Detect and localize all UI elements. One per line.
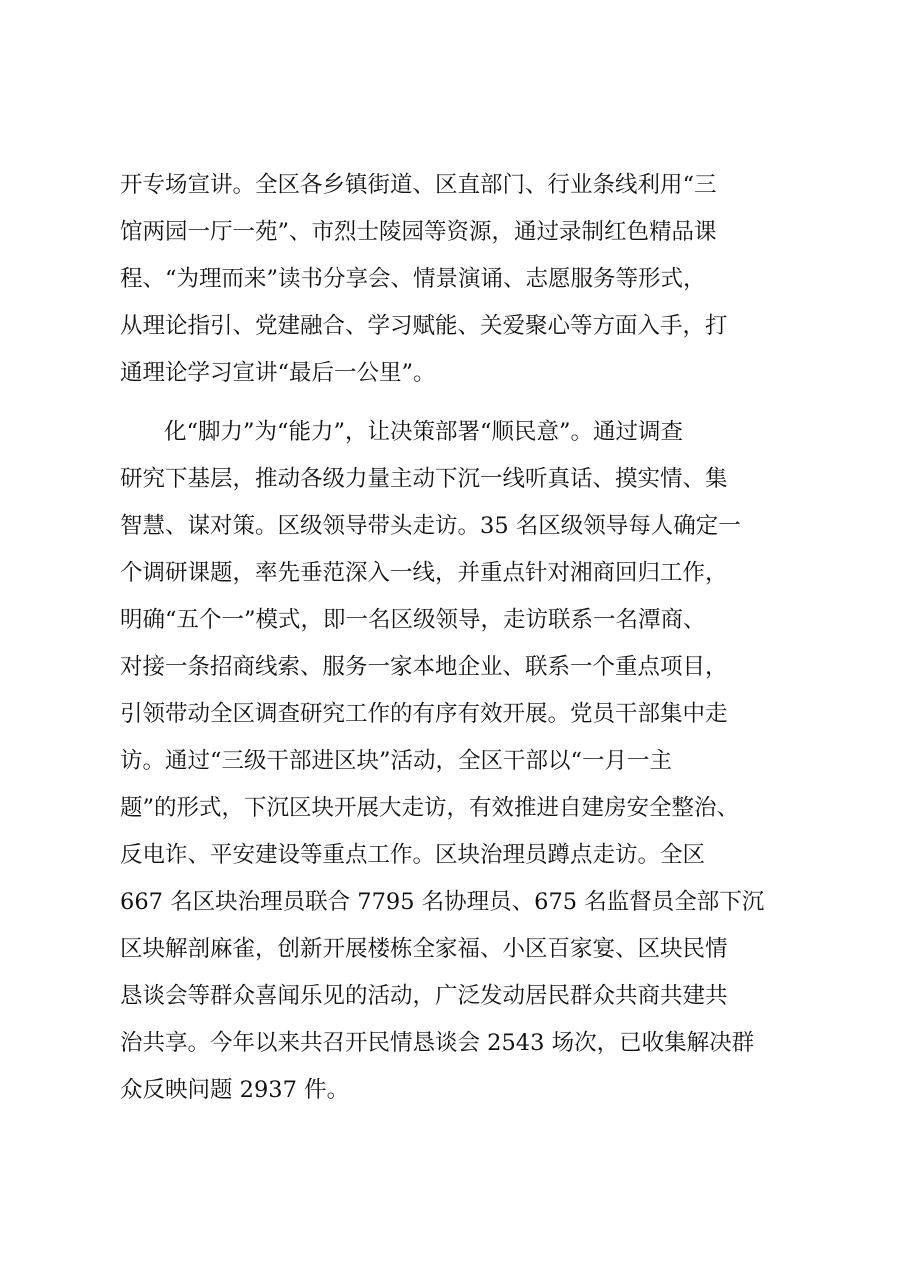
paragraph-line: 题”的形式，下沉区块开展大走访，有效推进自建房安全整治、	[120, 795, 740, 821]
paragraph-line: 667 名区块治理员联合 7795 名协理员、675 名监督员全部下沉	[120, 889, 765, 915]
paragraph-line: 访。通过“三级干部进区块”活动，全区干部以“一月一主	[120, 748, 673, 774]
paragraph-line: 反电诈、平安建设等重点工作。区块治理员蹲点走访。全区	[120, 842, 706, 868]
paragraph-line: 区块解剖麻雀，创新开展楼栋全家福、小区百家宴、区块民情	[120, 936, 728, 962]
paragraph-line: 治共享。今年以来共召开民情恳谈会 2543 场次，已收集解决群	[120, 1030, 755, 1056]
paragraph-line: 个调研课题，率先垂范深入一线，并重点针对湘商回归工作，	[120, 560, 728, 586]
paragraph-line: 众反映问题 2937 件。	[120, 1077, 350, 1103]
paragraph-line: 研究下基层，推动各级力量主动下沉一线听真话、摸实情、集	[120, 466, 728, 492]
paragraph-1	[120, 162, 820, 397]
paragraph-spacer	[120, 397, 820, 409]
paragraph-line: 开专场宣讲。全区各乡镇街道、区直部门、行业条线利用“三	[120, 172, 717, 198]
paragraph-line: 对接一条招商线索、服务一家本地企业、联系一个重点项目，	[120, 654, 728, 680]
paragraph-line: 通理论学习宣讲“最后一公里”。	[120, 360, 436, 386]
paragraph-line: 化“脚力”为“能力”，让决策部署“顺民意”。通过调查	[164, 419, 684, 445]
paragraph-line: 智慧、谋对策。区级领导带头走访。35 名区级领导每人确定一	[120, 513, 741, 539]
document-body	[120, 162, 820, 1114]
paragraph-line: 程、“为理而来”读书分享会、情景演诵、志愿服务等形式，	[120, 266, 706, 292]
paragraph-line: 明确“五个一”模式，即一名区级领导，走访联系一名潭商、	[120, 607, 706, 633]
paragraph-line: 从理论指引、党建融合、学习赋能、关爱聚心等方面入手，打	[120, 313, 728, 339]
paragraph-line: 恳谈会等群众喜闻乐见的活动，广泛发动居民群众共商共建共	[120, 983, 728, 1009]
paragraph-line: 引领带动全区调查研究工作的有序有效开展。党员干部集中走	[120, 701, 728, 727]
paragraph-2	[120, 409, 820, 1114]
paragraph-line: 馆两园一厅一苑”、市烈士陵园等资源，通过录制红色精品课	[120, 219, 717, 245]
